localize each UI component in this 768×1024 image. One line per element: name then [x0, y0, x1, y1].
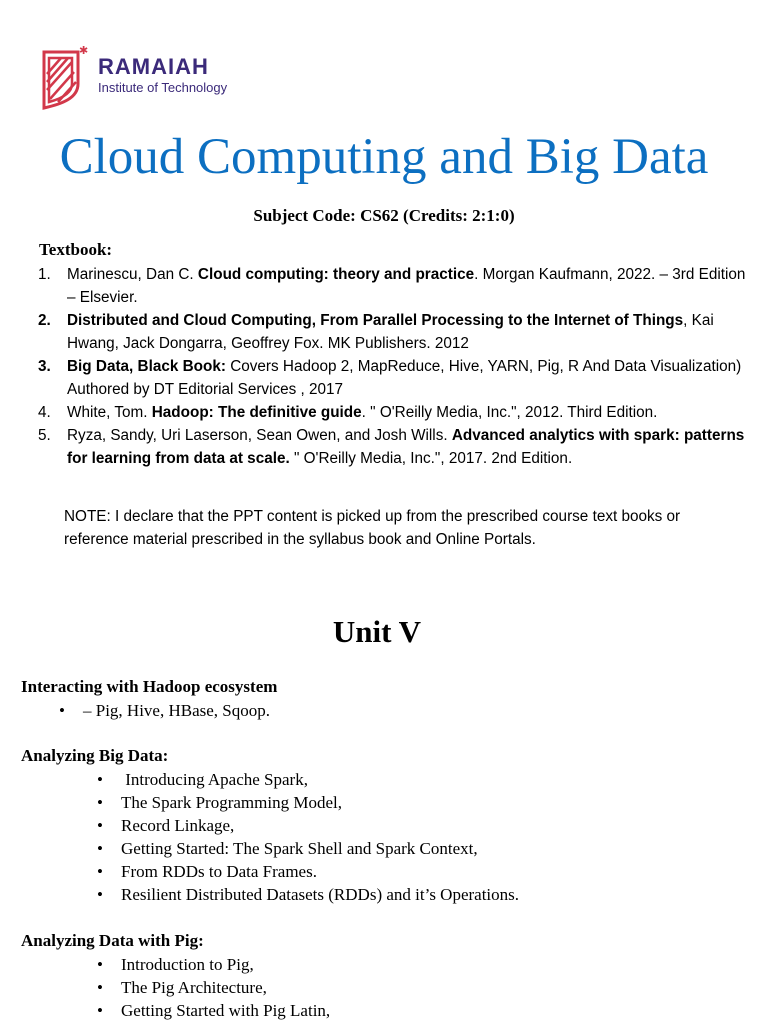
list-item: • From RDDs to Data Frames. — [97, 860, 519, 883]
list-item: • The Spark Programming Model, — [97, 791, 519, 814]
textbook-item — [38, 355, 750, 401]
item-title: Big Data, Black Book: — [67, 358, 226, 375]
item-title: Hadoop: The definitive guide — [151, 404, 362, 421]
document-title: Cloud Computing and Big Data — [59, 129, 709, 185]
item-text: Ryza, Sandy, Uri Laserson, Sean Owen, and Josh Wills. — [67, 427, 452, 444]
section-heading-hadoop: Interacting with Hadoop ecosystem — [21, 677, 278, 696]
item-text: " O'Reilly Media, Inc.", 2017. 2nd Edition. — [293, 450, 573, 467]
list-item: • Getting Started with Pig Latin, — [97, 999, 330, 1022]
item-text: White, Tom. — [67, 404, 152, 421]
textbook-heading: Textbook: — [39, 240, 113, 259]
item-number: 3. — [38, 358, 51, 375]
subject-code: Subject Code: CS62 (Credits: 2:1:0) — [253, 206, 515, 225]
list-item: • Resilient Distributed Datasets (RDDs) and it’s Operations. — [97, 883, 519, 906]
textbook-list — [38, 263, 750, 470]
section-heading-pig: Analyzing Data with Pig: — [21, 931, 204, 950]
list-item: • – Pig, Hive, HBase, Sqoop. — [59, 699, 270, 722]
list-item: • Introducing Apache Spark, — [97, 768, 519, 791]
item-number: 2. — [38, 312, 51, 329]
item-number: 1. — [38, 266, 51, 283]
item-text: Covers Hadoop 2, MapReduce, Hive, YARN, Pig, R And Data Visualization) Authored by DT Editorial Services , 2017 — [67, 358, 742, 398]
item-title: Advanced analytics with spark: patterns for learning from data at scale. — [67, 427, 745, 467]
item-number: 5. — [38, 427, 51, 444]
hadoop-topic-list — [59, 699, 270, 722]
item-text: , Kai Hwang, Jack Dongarra, Geoffrey Fox. MK Publishers. 2012 — [67, 312, 714, 352]
institute-logo — [38, 44, 258, 112]
textbook-item — [38, 401, 750, 424]
item-title: Distributed and Cloud Computing, From Parallel Processing to the Internet of Things — [67, 312, 684, 329]
item-text: . " O'Reilly Media, Inc.", 2012. Third Edition. — [361, 404, 658, 421]
item-title: Cloud computing: theory and practice — [197, 266, 475, 283]
list-item: • Getting Started: The Spark Shell and Spark Context, — [97, 837, 519, 860]
item-text: . Morgan Kaufmann, 2022. – 3rd Edition – Elsevier. — [67, 266, 746, 306]
item-number: 4. — [38, 404, 51, 421]
textbook-item — [38, 263, 750, 309]
declaration-note: NOTE: I declare that the PPT content is picked up from the prescribed course text books or reference material prescribed in the syllabus book and Online Portals. — [64, 508, 681, 548]
logo-name: RAMAIAH — [98, 54, 209, 79]
textbook-item — [38, 424, 750, 470]
list-item: • Introduction to Pig, — [97, 953, 330, 976]
ramaiah-emblem-icon — [38, 44, 90, 110]
list-item: • Record Linkage, — [97, 814, 519, 837]
logo-subtitle: Institute of Technology — [98, 80, 228, 95]
spark-topic-list — [97, 768, 519, 906]
svg-text:✱: ✱ — [79, 44, 89, 57]
item-text: Marinescu, Dan C. — [67, 266, 198, 283]
section-heading-spark: Analyzing Big Data: — [21, 746, 169, 765]
unit-heading: Unit V — [332, 614, 422, 649]
list-item: • The Pig Architecture, — [97, 976, 330, 999]
pig-topic-list — [97, 953, 330, 1022]
textbook-item — [38, 309, 750, 355]
